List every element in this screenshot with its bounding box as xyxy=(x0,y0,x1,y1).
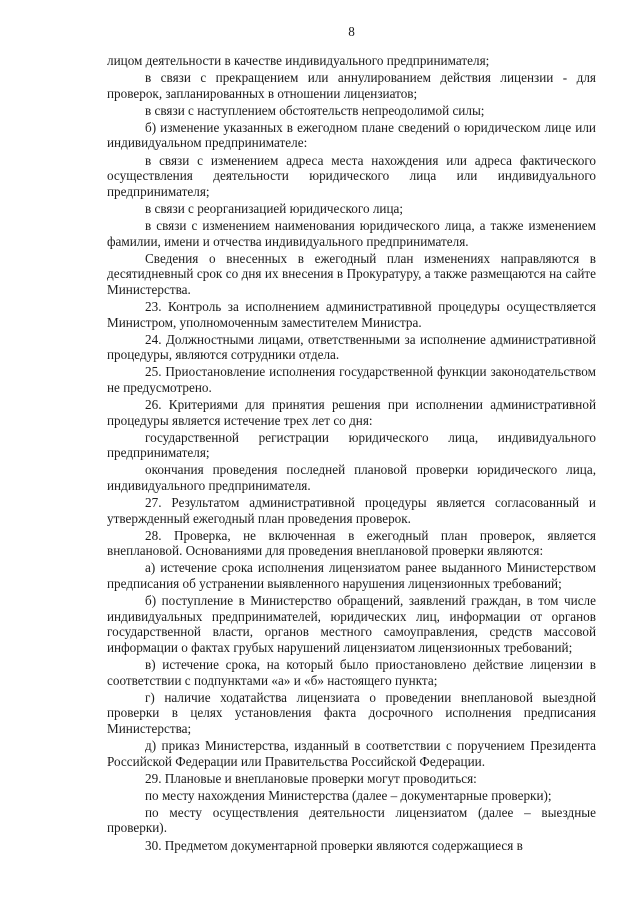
paragraph: государственной регистрации юридического лица, индивидуального предпринимателя; xyxy=(107,429,596,461)
paragraph: в связи с изменением адреса места нахождения или адреса фактического осуществления деятельности юридического лица или индивидуального предпринимателя; xyxy=(107,152,596,199)
paragraph: д) приказ Министерства, изданный в соответствии с поручением Президента Российской Федерации или Правительства Российской Федерации. xyxy=(107,737,596,769)
paragraph: 30. Предметом документарной проверки являются содержащиеся в xyxy=(145,837,523,853)
paragraph: 24. Должностными лицами, ответственными за исполнение административной процедуры, являются сотрудники отдела. xyxy=(107,331,596,363)
paragraph: по месту осуществления деятельности лицензиатом (далее – выездные проверки). xyxy=(107,804,596,836)
paragraph: б) поступление в Министерство обращений, заявлений граждан, в том числе индивидуальных предпринимателей, юридических лиц, информации от органов государственной власти, органов местного самоуправления, средств массовой информации о фактах грубых нарушений лицензиатом лицензионных требований; xyxy=(107,593,596,655)
paragraph: 25. Приостановление исполнения государственной функции законодательством не предусмотрено. xyxy=(107,364,596,395)
paragraph: окончания проведения последней плановой проверки юридического лица, индивидуального предпринимателя. xyxy=(107,462,596,493)
paragraph: 23. Контроль за исполнением административной процедуры осуществляется Министром, уполномоченным заместителем Министра. xyxy=(107,298,596,330)
paragraph: в) истечение срока, на который было приостановлено действие лицензии в соответствии с подпунктами «а» и «б» настоящего пункта; xyxy=(107,656,596,688)
paragraph: Сведения о внесенных в ежегодный план изменениях направляются в десятидневный срок со дня их внесения в Прокуратуру, а также размещаются на сайте Министерства. xyxy=(107,250,596,297)
paragraph: в связи с прекращением или аннулированием действия лицензии - для проверок, запланированных в отношении лицензиатов; xyxy=(107,70,596,101)
paragraph: 29. Плановые и внеплановые проверки могут проводиться: xyxy=(145,770,477,786)
paragraph: по месту нахождения Министерства (далее – документарные проверки); xyxy=(145,787,552,803)
paragraph: лицом деятельности в качестве индивидуального предпринимателя; xyxy=(107,53,490,68)
paragraph: 27. Результатом административной процедуры является согласованный и утвержденный ежегодный план проведения проверок. xyxy=(107,495,596,526)
paragraph: 26. Критериями для принятия решения при исполнении административной процедуры является истечение трех лет со дня: xyxy=(107,396,596,428)
page-number: 8 xyxy=(348,24,355,39)
paragraph: в связи с наступлением обстоятельств непреодолимой силы; xyxy=(145,102,485,118)
paragraph: г) наличие ходатайства лицензиата о проведении внеплановой выездной проверки в целях установления факта досрочного исполнения предписания Министерства; xyxy=(107,689,596,736)
paragraph: б) изменение указанных в ежегодном плане сведений о юридическом лице или индивидуальном предпринимателе: xyxy=(107,119,596,151)
paragraph: в связи с реорганизацией юридического лица; xyxy=(145,200,404,216)
paragraph: а) истечение срока исполнения лицензиатом ранее выданного Министерством предписания об устранении выявленного нарушения лицензионных требований; xyxy=(107,560,596,591)
paragraph: в связи с изменением наименования юридического лица, а также изменением фамилии, имени и отчества индивидуального предпринимателя. xyxy=(107,217,596,249)
paragraph: 28. Проверка, не включенная в ежегодный план проверок, является внеплановой. Основаниями для проведения внеплановой проверки являются: xyxy=(107,527,596,559)
document-body xyxy=(107,53,596,853)
